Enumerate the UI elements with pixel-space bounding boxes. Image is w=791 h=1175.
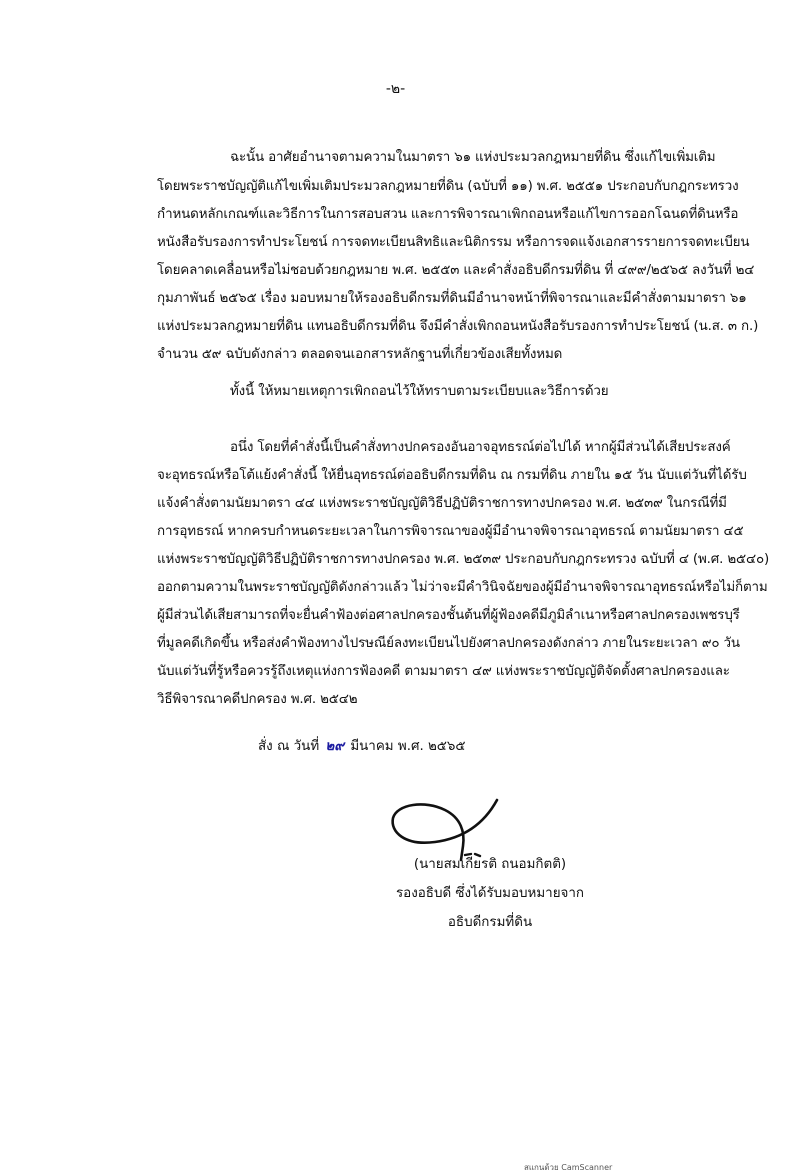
- signatory-position: รองอธิบดี ซึ่งได้รับมอบหมายจาก: [395, 886, 585, 901]
- paragraph-line: กุมภาพันธ์ ๒๕๖๕ เรื่อง มอบหมายให้รองอธิบดีกรมที่ดินมีอำนาจหน้าที่พิจารณาและมีคำสั่งตามมาตรา ๖๑: [157, 291, 747, 306]
- order-date-suffix: มีนาคม พ.ศ. ๒๕๖๕: [350, 739, 466, 754]
- paragraph-line: แห่งพระราชบัญญัติวิธีปฏิบัติราชการทางปกครอง พ.ศ. ๒๕๓๙ ประกอบกับกฎกระทรวง ฉบับที่ ๔ (พ.ศ. ๒๕๔๐): [157, 552, 770, 567]
- paragraph-line: นับแต่วันที่รู้หรือควรรู้ถึงเหตุแห่งการฟ้องคดี ตามมาตรา ๔๙ แห่งพระราชบัญญัติจัดตั้งศาลปกครองและ: [157, 664, 730, 679]
- scanner-watermark: สแกนด้วย CamScanner: [524, 1163, 613, 1172]
- paragraph-line: ผู้มีส่วนได้เสียสามารถที่จะยื่นคำฟ้องต่อศาลปกครองชั้นต้นที่ผู้ฟ้องคดีมีภูมิลำเนาหรือศาลปกครองเพชรบุรี: [157, 608, 740, 623]
- paragraph-line: จะอุทธรณ์หรือโต้แย้งคำสั่งนี้ ให้ยื่นอุทธรณ์ต่ออธิบดีกรมที่ดิน ณ กรมที่ดิน ภายใน ๑๕ วัน นับแต่วันที่ได้รับ: [157, 468, 747, 483]
- paragraph-line: กำหนดหลักเกณฑ์และวิธีการในการสอบสวน และการพิจารณาเพิกถอนหรือแก้ไขการออกโฉนดที่ดินหรือ: [157, 207, 739, 222]
- paragraph-line: แจ้งคำสั่งตามนัยมาตรา ๔๔ แห่งพระราชบัญญัติวิธีปฏิบัติราชการทางปกครอง พ.ศ. ๒๕๓๙ ในกรณีที่มี: [157, 496, 727, 511]
- paragraph-line: โดยพระราชบัญญัติแก้ไขเพิ่มเติมประมวลกฎหมายที่ดิน (ฉบับที่ ๑๑) พ.ศ. ๒๕๕๑ ประกอบกับกฎกระทรวง: [157, 179, 739, 194]
- paragraph-line: จำนวน ๕๙ ฉบับดังกล่าว ตลอดจนเอกสารหลักฐานที่เกี่ยวข้องเสียทั้งหมด: [157, 347, 563, 362]
- paragraph-line: อนึ่ง โดยที่คำสั่งนี้เป็นคำสั่งทางปกครองอันอาจอุทธรณ์ต่อไปได้ หากผู้มีส่วนได้เสียประสงค์: [230, 440, 731, 455]
- order-date-prefix: สั่ง ณ วันที่: [258, 739, 320, 754]
- paragraph-line: หนังสือรับรองการทำประโยชน์ การจดทะเบียนสิทธิและนิติกรรม หรือการจดแจ้งเอกสารรายการจดทะเบียน: [157, 235, 750, 250]
- signatory-department: อธิบดีกรมที่ดิน: [447, 915, 533, 930]
- signatory-name: (นายสมเกียรติ ถนอมกิตติ): [413, 857, 567, 872]
- order-date: [258, 735, 466, 756]
- paragraph-line: ที่มูลคดีเกิดขึ้น หรือส่งคำฟ้องทางไปรษณีย์ลงทะเบียนไปยังศาลปกครองดังกล่าว ภายในระยะเวลา ๙๐ วัน: [157, 636, 740, 651]
- page-number: -๒-: [385, 81, 406, 97]
- signature-scribble-icon: [385, 760, 535, 865]
- paragraph-line: โดยคลาดเคลื่อนหรือไม่ชอบด้วยกฎหมาย พ.ศ. ๒๕๕๓ และคำสั่งอธิบดีกรมที่ดิน ที่ ๔๙๙/๒๕๖๕ ลงวันที่ ๒๔: [157, 263, 755, 278]
- paragraph-line: แห่งประมวลกฎหมายที่ดิน แทนอธิบดีกรมที่ดิน จึงมีคำสั่งเพิกถอนหนังสือรับรองการทำประโยชน์ (น.ส. ๓ ก.): [157, 319, 759, 334]
- paragraph-line: ทั้งนี้ ให้หมายเหตุการเพิกถอนไว้ให้ทราบตามระเบียบและวิธีการด้วย: [230, 384, 609, 399]
- handwritten-day: ๒๙: [325, 739, 345, 754]
- paragraph-line: ฉะนั้น อาศัยอำนาจตามความในมาตรา ๖๑ แห่งประมวลกฎหมายที่ดิน ซึ่งแก้ไขเพิ่มเติม: [230, 150, 716, 165]
- paragraph-line: วิธีพิจารณาคดีปกครอง พ.ศ. ๒๕๔๒: [157, 692, 358, 707]
- paragraph-line: การอุทธรณ์ หากครบกำหนดระยะเวลาในการพิจารณาของผู้มีอำนาจพิจารณาอุทธรณ์ ตามนัยมาตรา ๔๕: [157, 524, 744, 539]
- paragraph-line: ออกตามความในพระราชบัญญัติดังกล่าวแล้ว ไม่ว่าจะมีคำวินิจฉัยของผู้มีอำนาจพิจารณาอุทธรณ์หรือไม่ก็ตาม: [157, 580, 768, 595]
